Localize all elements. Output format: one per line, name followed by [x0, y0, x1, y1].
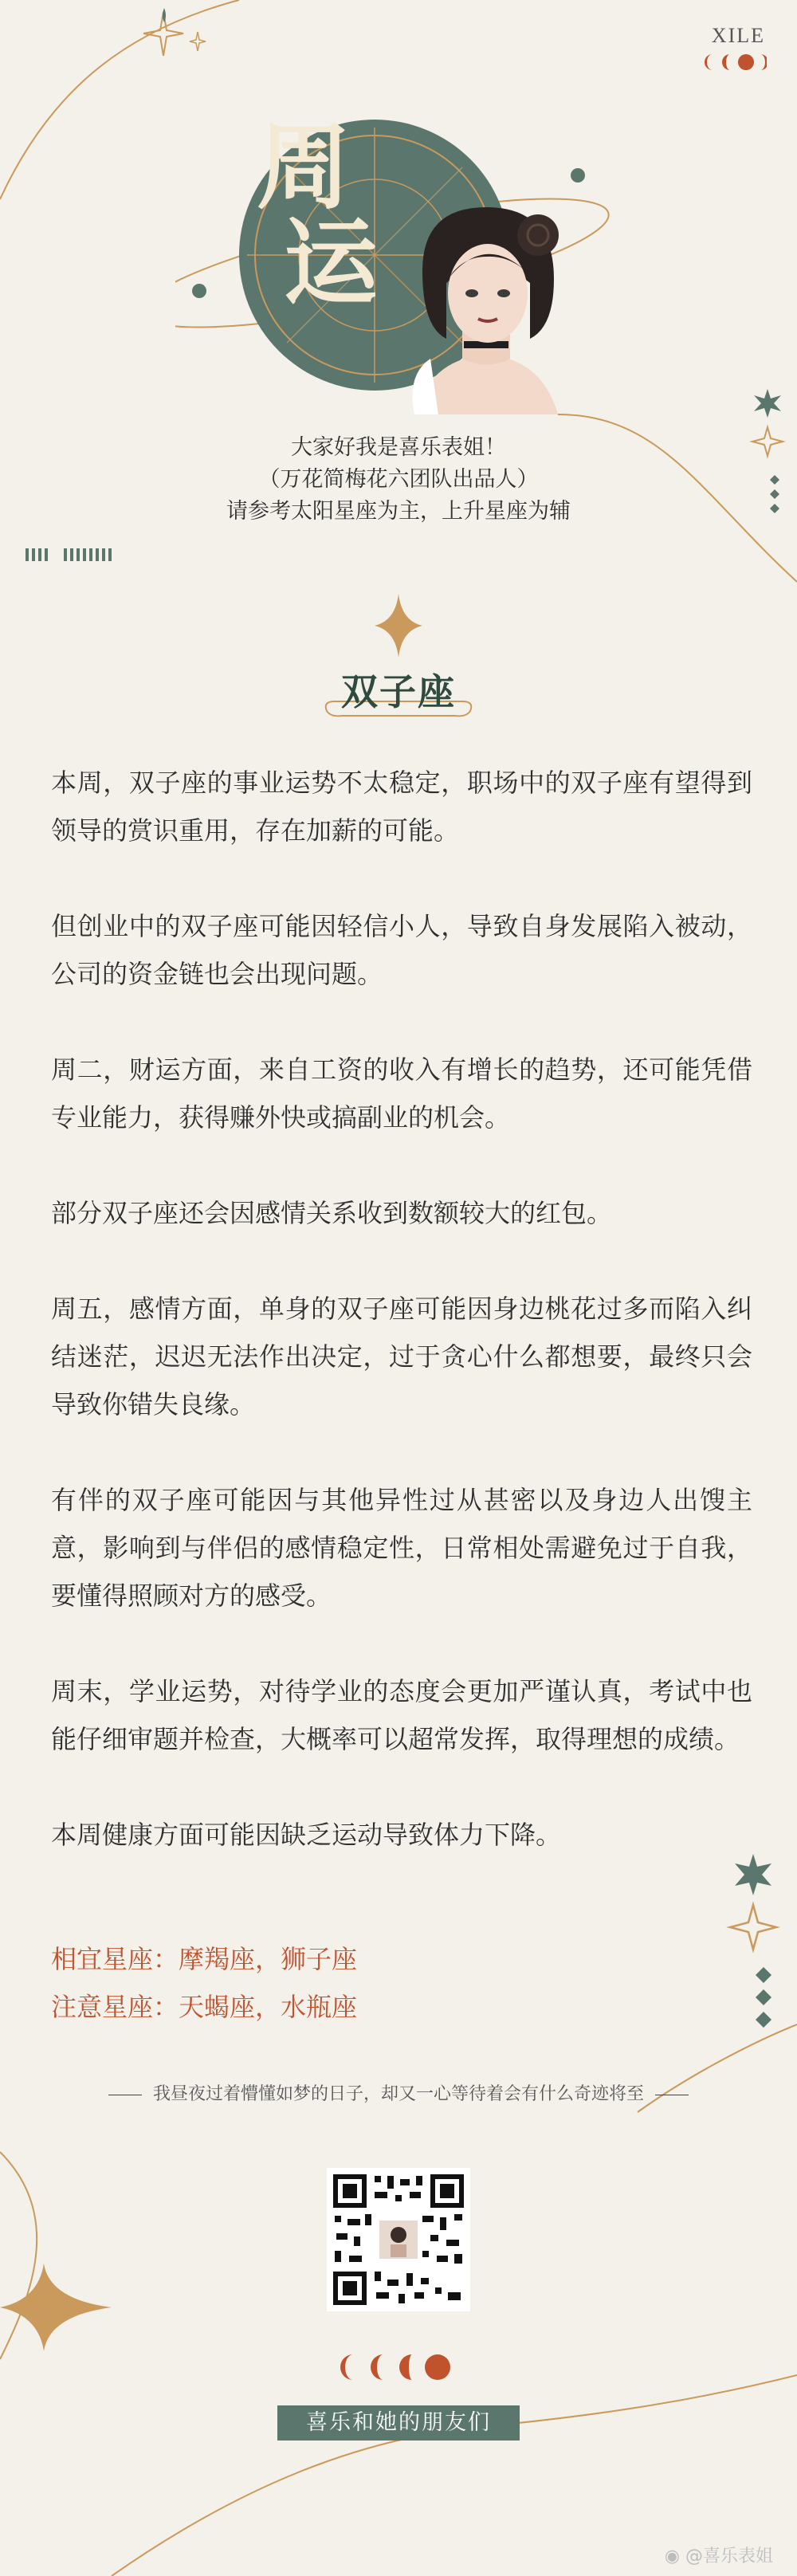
- moon-phase-icon: [339, 2351, 458, 2383]
- portrait-illustration: [398, 199, 574, 414]
- sign-title: 双子座: [341, 670, 456, 713]
- intro-instruction: 请参考太阳星座为主，上升星座为辅: [226, 499, 571, 524]
- paragraph-business: 但创业中的双子座可能因轻信小人，导致自身发展陷入被动，公司的资金链也会出现问题。: [51, 911, 752, 989]
- star-icon: [748, 383, 787, 462]
- watermark-text: @喜乐表姐: [685, 2547, 773, 2566]
- paragraph-study: 周末，学业运势，对待学业的态度会更加严谨认真，考试中也能仔细审题并检查，大概率可以超常发挥，取得理想的成绩。: [51, 1676, 752, 1754]
- quote: [0, 2080, 797, 2105]
- paragraph-love-partnered: 有伴的双子座可能因与其他异性过从甚密以及身边人出馊主意，影响到与伴侣的感情稳定性，日常相处需避免过于自我，要懂得照顾对方的感受。: [51, 1485, 752, 1611]
- paragraph-love-single: 周五，感情方面，单身的双子座可能因身边桃花过多而陷入纠结迷茫，迟迟无法作出决定，过于贪心什么都想要，最终只会导致你错失良缘。: [51, 1294, 752, 1420]
- intro-team: （万花简梅花六团队出品人）: [258, 467, 539, 492]
- quote-text: 我昼夜过着懵懂如梦的日子，却又一心等待着会有什么奇迹将至: [152, 2084, 644, 2104]
- intro-text: [0, 432, 797, 528]
- brand-mark: XILE: [711, 24, 765, 47]
- paragraph-wealth: 周二，财运方面，来自工资的收入有增长的趋势，还可能凭借专业能力，获得赚外快或搞副业的机会。: [51, 1054, 752, 1133]
- paragraph-career: 本周，双子座的事业运势不太稳定，职场中的双子座有望得到领导的赏识重用，存在加薪的可能。: [51, 768, 752, 846]
- sparkle-icon: [375, 594, 422, 658]
- sparkle-icon: [0, 2264, 120, 2351]
- watermark: [665, 2543, 773, 2567]
- bars-decoration: [26, 548, 121, 564]
- compatible-signs: 相宜星座：摩羯座，狮子座: [51, 1944, 358, 1974]
- caution-signs: 注意星座：天蝎座，水瓶座: [51, 1992, 358, 2022]
- footer-label: 喜乐和她的朋友们: [277, 2405, 520, 2441]
- intro-greeting: 大家好我是喜乐表姐！: [291, 435, 506, 460]
- diamond-icon: [767, 475, 783, 515]
- moon-phase-icon: [703, 53, 767, 72]
- paragraph-red-envelope: 部分双子座还会因感情关系收到数额较大的红包。: [51, 1198, 613, 1228]
- paragraph-health: 本周健康方面可能因缺乏运动导致体力下降。: [51, 1820, 562, 1850]
- qr-code[interactable]: [327, 2168, 470, 2311]
- hero-title: [257, 112, 379, 318]
- diamond-icon: [752, 1967, 775, 2031]
- star-icon: [725, 1848, 781, 1959]
- weibo-icon: ◉: [664, 2547, 680, 2566]
- horoscope-content: [51, 759, 752, 1906]
- hero-title-char-2: 运: [284, 208, 379, 318]
- compatibility: [51, 1935, 357, 2031]
- hero-title-char-1: 周: [257, 112, 351, 222]
